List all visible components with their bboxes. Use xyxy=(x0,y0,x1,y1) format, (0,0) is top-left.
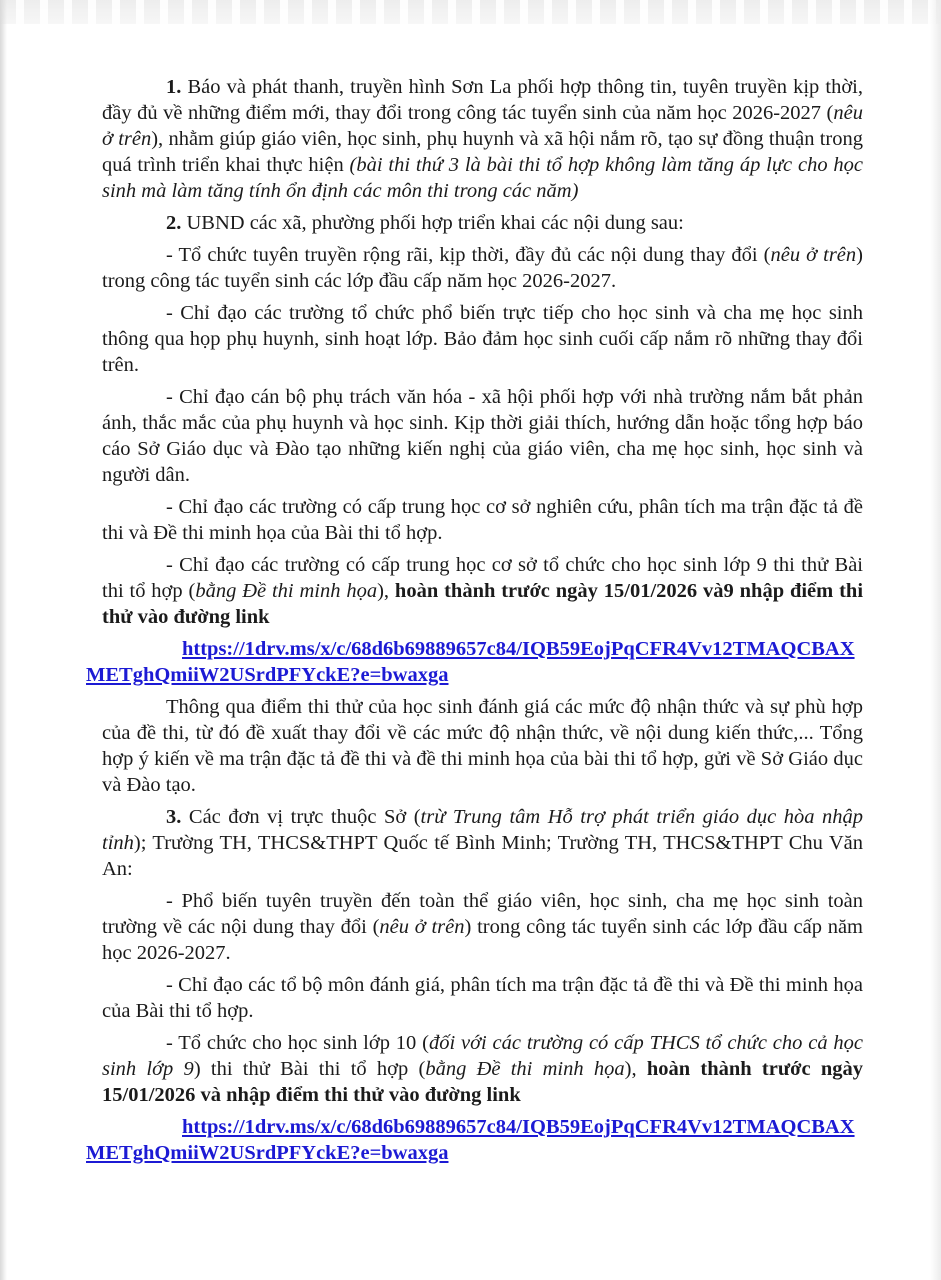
para-section-2-item-1-run-0: - Tổ chức tuyên truyền rộng rãi, kịp thời, đầy đủ các nội dung thay đổi ( xyxy=(166,244,771,266)
para-section-2-item-2-run-0: - Chỉ đạo các trường tổ chức phổ biến trực tiếp cho học sinh và cha mẹ học sinh thông qua họp phụ huynh, sinh hoạt lớp. Bảo đảm học sinh cuối cấp nắm rõ những thay đổi trên. xyxy=(102,302,863,376)
para-section-2-item-3-run-0: - Chỉ đạo cán bộ phụ trách văn hóa - xã hội phối hợp với nhà trường nắm bắt phản ánh, thắc mắc của phụ huynh và học sinh. Kịp thời giải thích, hướng dẫn hoặc tổng hợp báo cáo Sở Giáo dục và Đào tạo những kiến nghị của giáo viên, cha mẹ học sinh, học sinh và người dân. xyxy=(102,386,863,486)
para-link-1 xyxy=(86,636,863,688)
para-section-3-item-1-run-1: nêu ở trên xyxy=(379,916,465,938)
para-section-3-item-3-run-1: đối với các trường có cấp THCS tổ chức cho cả học sinh lớp 9 xyxy=(102,1032,863,1080)
para-section-2-run-0: 2. xyxy=(166,212,182,234)
onedrive-link[interactable]: https://1drv.ms/x/c/68d6b69889657c84/IQB59EojPqCFR4Vv12TMAQCBAXMETghQmiiW2USrdPFYckE?e=bwaxga xyxy=(86,1116,855,1164)
document-body xyxy=(86,74,864,1166)
para-section-2-item-1-run-1: nêu ở trên xyxy=(770,244,857,266)
para-section-1-run-3: ), nhằm giúp giáo viên, học sinh, phụ huynh và xã hội nắm rõ, tạo sự đồng thuận trong quá trình triển khai thực hiện xyxy=(102,128,863,176)
para-section-2 xyxy=(102,210,863,236)
para-section-1 xyxy=(102,74,863,204)
para-section-2-item-1-run-2: ) trong công tác tuyển sinh các lớp đầu cấp năm học 2026-2027. xyxy=(102,244,863,292)
para-section-3-item-3 xyxy=(102,1030,863,1108)
para-section-2-item-5-run-1: bằng Đề thi minh họa xyxy=(195,580,378,602)
para-section-3-item-3-run-2: ) thi thử Bài thi tổ hợp ( xyxy=(193,1058,426,1080)
para-section-2-item-5-run-2: ), xyxy=(377,580,395,602)
para-section-3-run-0: 3. xyxy=(166,806,182,828)
para-link-2 xyxy=(86,1114,863,1166)
para-section-3-item-2-run-0: - Chỉ đạo các tổ bộ môn đánh giá, phân tích ma trận đặc tả đề thi và Đề thi minh họa của Bài thi tổ hợp. xyxy=(102,974,863,1022)
para-section-2-item-5-run-3: hoàn thành trước ngày 15/01/2026 và9 nhập điểm thi thử vào đường link xyxy=(102,580,864,628)
para-section-2-item-4 xyxy=(102,494,863,546)
para-section-3-run-2: trừ Trung tâm Hỗ trợ phát triển giáo dục hòa nhập tỉnh xyxy=(102,806,863,854)
para-section-2-item-6 xyxy=(102,694,863,798)
para-section-1-run-0: 1. xyxy=(166,76,182,98)
para-section-3-item-1-run-2: ) trong công tác tuyển sinh các lớp đầu cấp năm học 2026-2027. xyxy=(102,916,863,964)
para-section-1-run-1: Báo và phát thanh, truyền hình Sơn La phối hợp thông tin, tuyên truyền kịp thời, đầy đủ về những điểm mới, thay đổi trong công tác tuyển sinh của năm học 2026-2027 ( xyxy=(102,76,863,124)
para-section-3-item-1-run-0: - Phổ biến tuyên truyền đến toàn thể giáo viên, học sinh, cha mẹ học sinh toàn trường về các nội dung thay đổi ( xyxy=(102,890,863,938)
para-section-2-item-5 xyxy=(102,552,863,630)
para-section-2-item-2 xyxy=(102,300,863,378)
para-section-2-item-3 xyxy=(102,384,863,488)
para-section-1-run-2: nêu ở trên xyxy=(102,102,863,150)
para-section-3-item-3-run-3: bằng Đề thi minh họa xyxy=(425,1058,625,1080)
para-section-2-item-5-run-0: - Chỉ đạo các trường có cấp trung học cơ sở tổ chức cho học sinh lớp 9 thi thử Bài thi tổ hợp ( xyxy=(102,554,863,602)
para-section-1-run-4: (bài thi thứ 3 là bài thi tổ hợp không làm tăng áp lực cho học sinh mà làm tăng tính ổn định các môn thi trong các năm) xyxy=(102,154,863,202)
para-section-3-run-3: ); Trường TH, THCS&THPT Quốc tế Bình Minh; Trường TH, THCS&THPT Chu Văn An: xyxy=(102,832,863,880)
para-section-3 xyxy=(102,804,863,882)
para-section-3-run-1: Các đơn vị trực thuộc Sở ( xyxy=(181,806,421,828)
para-section-2-run-1: UBND các xã, phường phối hợp triển khai các nội dung sau: xyxy=(181,212,684,234)
para-section-3-item-3-run-5: hoàn thành trước ngày 15/01/2026 và nhập điểm thi thử vào đường link xyxy=(102,1058,864,1106)
para-section-3-item-3-run-4: ), xyxy=(624,1058,647,1080)
para-section-2-item-6-run-0: Thông qua điểm thi thử của học sinh đánh giá các mức độ nhận thức và sự phù hợp của đề thi, từ đó đề xuất thay đổi về các mức độ nhận thức, về nội dung kiến thức,... Tổng hợp ý kiến về ma trận đặc tả đề thi và đề thi minh họa của bài thi tổ hợp, gửi về Sở Giáo dục và Đào tạo. xyxy=(102,696,863,796)
para-section-2-item-1 xyxy=(102,242,863,294)
para-section-3-item-2 xyxy=(102,972,863,1024)
para-section-3-item-3-run-0: - Tổ chức cho học sinh lớp 10 ( xyxy=(166,1032,429,1054)
para-section-2-item-4-run-0: - Chỉ đạo các trường có cấp trung học cơ sở nghiên cứu, phân tích ma trận đặc tả đề thi và Đề thi minh họa của Bài thi tổ hợp. xyxy=(102,496,863,544)
para-section-3-item-1 xyxy=(102,888,863,966)
onedrive-link[interactable]: https://1drv.ms/x/c/68d6b69889657c84/IQB59EojPqCFR4Vv12TMAQCBAXMETghQmiiW2USrdPFYckE?e=bwaxga xyxy=(86,638,855,686)
